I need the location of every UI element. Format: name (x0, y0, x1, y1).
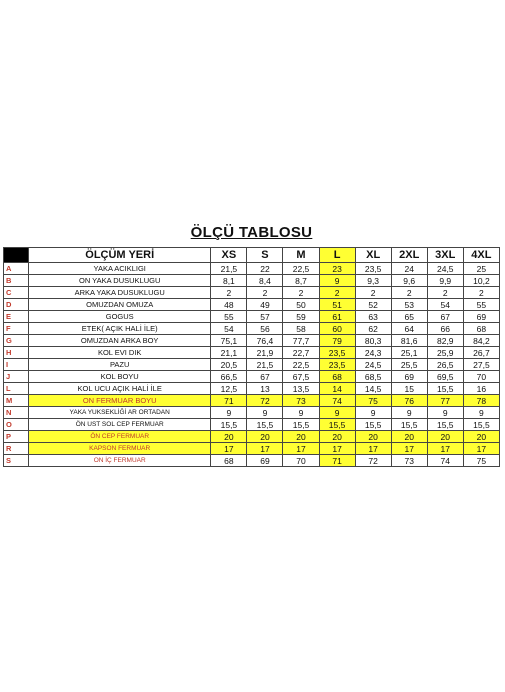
size-value-cell: 2 (211, 287, 247, 299)
size-value-cell: 22,7 (283, 347, 319, 359)
size-value-cell: 8,1 (211, 275, 247, 287)
measurement-name: OMUZDAN ARKA BOY (29, 335, 211, 347)
row-letter: P (4, 431, 29, 443)
size-value-cell: 79 (319, 335, 355, 347)
size-value-cell: 9 (247, 407, 283, 419)
row-letter: R (4, 443, 29, 455)
size-value-cell: 9,3 (355, 275, 391, 287)
size-value-cell: 70 (463, 371, 499, 383)
size-value-cell: 2 (427, 287, 463, 299)
size-value-cell: 20 (211, 431, 247, 443)
size-value-cell: 82,9 (427, 335, 463, 347)
measurement-name: ÖN UST SOL CEP FERMUAR (29, 419, 211, 431)
size-value-cell: 73 (283, 395, 319, 407)
measurement-row (4, 371, 500, 383)
size-value-cell: 2 (355, 287, 391, 299)
measurement-name: GOGUS (29, 311, 211, 323)
size-value-cell: 23,5 (319, 347, 355, 359)
size-value-cell: 61 (319, 311, 355, 323)
chart-title: ÖLÇÜ TABLOSU (190, 224, 313, 241)
measurement-name: KOL EVI DIK (29, 347, 211, 359)
measurement-row (4, 263, 500, 275)
size-value-cell: 54 (427, 299, 463, 311)
size-value-cell: 66 (427, 323, 463, 335)
row-letter: I (4, 359, 29, 371)
header-size-2xl: 2XL (391, 248, 427, 263)
size-value-cell: 9,6 (391, 275, 427, 287)
measurement-row (4, 455, 500, 467)
size-value-cell: 17 (355, 443, 391, 455)
size-value-cell: 13 (247, 383, 283, 395)
row-letter: L (4, 383, 29, 395)
size-value-cell: 67 (427, 311, 463, 323)
size-value-cell: 74 (319, 395, 355, 407)
size-value-cell: 73 (391, 455, 427, 467)
size-value-cell: 9 (391, 407, 427, 419)
size-value-cell: 64 (391, 323, 427, 335)
measurement-row (4, 323, 500, 335)
size-chart-table (3, 219, 500, 467)
size-value-cell: 20 (463, 431, 499, 443)
size-value-cell: 25 (463, 263, 499, 275)
size-value-cell: 49 (247, 299, 283, 311)
size-value-cell: 15,5 (283, 419, 319, 431)
size-value-cell: 50 (283, 299, 319, 311)
size-value-cell: 55 (211, 311, 247, 323)
size-value-cell: 66,5 (211, 371, 247, 383)
row-letter: E (4, 311, 29, 323)
size-value-cell: 20 (391, 431, 427, 443)
size-value-cell: 72 (355, 455, 391, 467)
size-value-cell: 77 (427, 395, 463, 407)
size-value-cell: 48 (211, 299, 247, 311)
size-value-cell: 16 (463, 383, 499, 395)
size-value-cell: 69 (463, 311, 499, 323)
size-value-cell: 9 (319, 275, 355, 287)
size-value-cell: 68 (463, 323, 499, 335)
row-letter: F (4, 323, 29, 335)
size-value-cell: 69,5 (427, 371, 463, 383)
size-value-cell: 2 (319, 287, 355, 299)
measurement-row (4, 359, 500, 371)
size-value-cell: 22,5 (283, 359, 319, 371)
measurement-name: ON YAKA DUSUKLUGU (29, 275, 211, 287)
measurement-name: KAPSON FERMUAR (29, 443, 211, 455)
size-value-cell: 56 (247, 323, 283, 335)
measurement-name: YAKA YUKSEKLİĞİ AR ORTADAN (29, 407, 211, 419)
measurement-row (4, 395, 500, 407)
size-value-cell: 76 (391, 395, 427, 407)
header-size-xl: XL (355, 248, 391, 263)
size-value-cell: 14,5 (355, 383, 391, 395)
size-value-cell: 72 (247, 395, 283, 407)
row-letter: M (4, 395, 29, 407)
size-value-cell: 9 (427, 407, 463, 419)
size-value-cell: 15,5 (355, 419, 391, 431)
size-value-cell: 23,5 (355, 263, 391, 275)
measurement-name: ÖN CEP FERMUAR (29, 431, 211, 443)
size-value-cell: 15,5 (211, 419, 247, 431)
header-size-3xl: 3XL (427, 248, 463, 263)
size-value-cell: 20 (283, 431, 319, 443)
size-value-cell: 25,5 (391, 359, 427, 371)
size-value-cell: 63 (355, 311, 391, 323)
header-size-m: M (283, 248, 319, 263)
measurement-row (4, 443, 500, 455)
size-value-cell: 59 (283, 311, 319, 323)
row-letter: C (4, 287, 29, 299)
size-value-cell: 69 (391, 371, 427, 383)
size-value-cell: 21,1 (211, 347, 247, 359)
size-value-cell: 74 (427, 455, 463, 467)
size-value-cell: 26,7 (463, 347, 499, 359)
size-value-cell: 81,6 (391, 335, 427, 347)
size-value-cell: 25,9 (427, 347, 463, 359)
size-value-cell: 55 (463, 299, 499, 311)
header-row (4, 248, 500, 263)
size-value-cell: 54 (211, 323, 247, 335)
row-letter: N (4, 407, 29, 419)
size-value-cell: 26,5 (427, 359, 463, 371)
header-corner-cell (4, 248, 29, 263)
header-size-l: L (319, 248, 355, 263)
row-letter: B (4, 275, 29, 287)
size-value-cell: 62 (355, 323, 391, 335)
size-value-cell: 75,1 (211, 335, 247, 347)
measurement-name: OMUZDAN OMUZA (29, 299, 211, 311)
row-letter: O (4, 419, 29, 431)
size-value-cell: 53 (391, 299, 427, 311)
measurement-name: YAKA ACIKLIGI (29, 263, 211, 275)
size-value-cell: 2 (463, 287, 499, 299)
measurement-row (4, 275, 500, 287)
size-value-cell: 9 (355, 407, 391, 419)
size-value-cell: 51 (319, 299, 355, 311)
size-value-cell: 75 (355, 395, 391, 407)
measurement-name: ARKA YAKA DUSUKLUGU (29, 287, 211, 299)
size-value-cell: 17 (427, 443, 463, 455)
row-letter: J (4, 371, 29, 383)
size-value-cell: 9 (211, 407, 247, 419)
size-value-cell: 71 (211, 395, 247, 407)
header-name-label: ÖLÇÜM YERİ (29, 248, 211, 263)
size-value-cell: 68,5 (355, 371, 391, 383)
size-value-cell: 24,5 (355, 359, 391, 371)
size-value-cell: 17 (247, 443, 283, 455)
size-value-cell: 75 (463, 455, 499, 467)
measurement-name: KOL BOYU (29, 371, 211, 383)
header-size-xs: XS (211, 248, 247, 263)
size-value-cell: 21,5 (247, 359, 283, 371)
size-value-cell: 9 (319, 407, 355, 419)
size-value-cell: 12,5 (211, 383, 247, 395)
size-value-cell: 21,9 (247, 347, 283, 359)
measurement-row (4, 383, 500, 395)
size-value-cell: 2 (391, 287, 427, 299)
size-value-cell: 13,5 (283, 383, 319, 395)
measurement-name: ON İÇ FERMUAR (29, 455, 211, 467)
size-value-cell: 23,5 (319, 359, 355, 371)
measurement-row (4, 335, 500, 347)
size-chart-sheet (0, 219, 505, 477)
measurement-row (4, 419, 500, 431)
measurement-row (4, 287, 500, 299)
row-letter: A (4, 263, 29, 275)
header-size-4xl: 4XL (463, 248, 499, 263)
size-value-cell: 8,4 (247, 275, 283, 287)
size-value-cell: 60 (319, 323, 355, 335)
measurement-row (4, 407, 500, 419)
size-chart-body (4, 219, 500, 467)
size-value-cell: 78 (463, 395, 499, 407)
measurement-row (4, 299, 500, 311)
size-value-cell: 8,7 (283, 275, 319, 287)
size-value-cell: 17 (463, 443, 499, 455)
size-value-cell: 20 (319, 431, 355, 443)
size-value-cell: 24,3 (355, 347, 391, 359)
size-value-cell: 20 (247, 431, 283, 443)
size-value-cell: 25,1 (391, 347, 427, 359)
size-value-cell: 9,9 (427, 275, 463, 287)
size-value-cell: 22 (247, 263, 283, 275)
size-value-cell: 10,2 (463, 275, 499, 287)
size-value-cell: 15,5 (391, 419, 427, 431)
row-letter: S (4, 455, 29, 467)
size-value-cell: 65 (391, 311, 427, 323)
size-value-cell: 17 (211, 443, 247, 455)
header-size-s: S (247, 248, 283, 263)
size-value-cell: 57 (247, 311, 283, 323)
size-value-cell: 76,4 (247, 335, 283, 347)
size-value-cell: 20 (427, 431, 463, 443)
measurement-row (4, 347, 500, 359)
size-value-cell: 14 (319, 383, 355, 395)
size-value-cell: 17 (319, 443, 355, 455)
size-value-cell: 23 (319, 263, 355, 275)
size-value-cell: 2 (247, 287, 283, 299)
measurement-row (4, 311, 500, 323)
size-value-cell: 15,5 (247, 419, 283, 431)
row-letter: G (4, 335, 29, 347)
size-value-cell: 17 (283, 443, 319, 455)
size-value-cell: 58 (283, 323, 319, 335)
size-value-cell: 24,5 (427, 263, 463, 275)
size-value-cell: 20,5 (211, 359, 247, 371)
measurement-name: ON FERMUAR BOYU (29, 395, 211, 407)
size-value-cell: 24 (391, 263, 427, 275)
size-value-cell: 9 (283, 407, 319, 419)
size-value-cell: 15,5 (463, 419, 499, 431)
size-value-cell: 67 (247, 371, 283, 383)
size-value-cell: 2 (283, 287, 319, 299)
size-value-cell: 52 (355, 299, 391, 311)
size-value-cell: 27,5 (463, 359, 499, 371)
size-value-cell: 9 (463, 407, 499, 419)
measurement-row (4, 431, 500, 443)
measurement-name: ETEK( AÇIK HALİ İLE) (29, 323, 211, 335)
measurement-name: KOL UCU AÇIK HALİ İLE (29, 383, 211, 395)
row-letter: H (4, 347, 29, 359)
size-value-cell: 15,5 (427, 419, 463, 431)
size-value-cell: 71 (319, 455, 355, 467)
size-value-cell: 80,3 (355, 335, 391, 347)
size-value-cell: 67,5 (283, 371, 319, 383)
size-value-cell: 22,5 (283, 263, 319, 275)
size-value-cell: 15,5 (319, 419, 355, 431)
size-value-cell: 21,5 (211, 263, 247, 275)
size-value-cell: 15 (391, 383, 427, 395)
size-value-cell: 68 (211, 455, 247, 467)
size-value-cell: 68 (319, 371, 355, 383)
size-value-cell: 84,2 (463, 335, 499, 347)
size-value-cell: 69 (247, 455, 283, 467)
size-value-cell: 77,7 (283, 335, 319, 347)
measurement-name: PAZU (29, 359, 211, 371)
size-value-cell: 20 (355, 431, 391, 443)
size-value-cell: 70 (283, 455, 319, 467)
size-value-cell: 15,5 (427, 383, 463, 395)
row-letter: D (4, 299, 29, 311)
size-value-cell: 17 (391, 443, 427, 455)
